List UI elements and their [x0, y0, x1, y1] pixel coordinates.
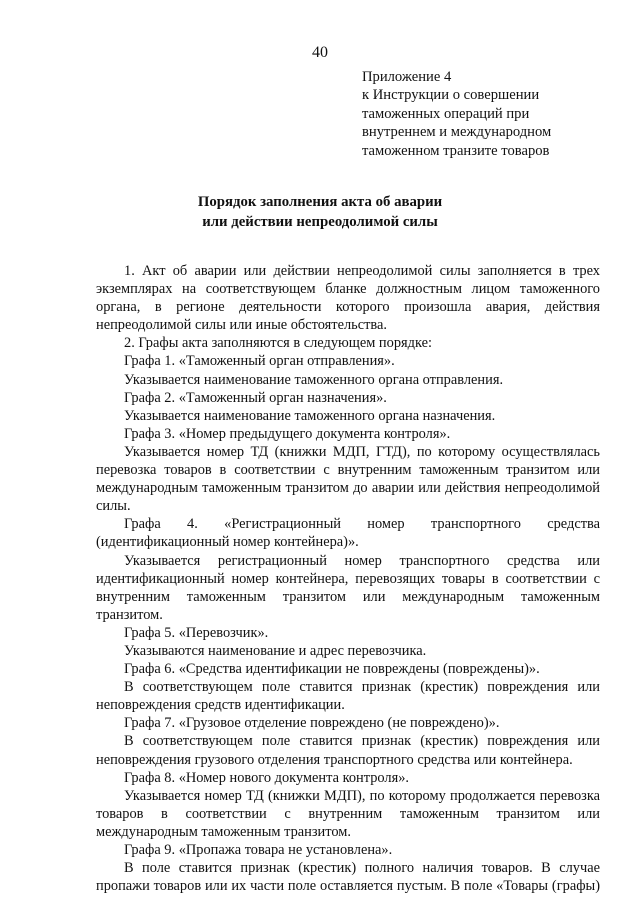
document-title	[0, 192, 640, 232]
body-paragraph: Указывается наименование таможенного органа отправления.	[124, 371, 504, 388]
appendix-line: таможенных операций при	[362, 105, 530, 122]
page-number: 40	[312, 44, 328, 61]
body-paragraph: Указываются наименование и адрес перевозчика.	[124, 642, 427, 659]
body-paragraph: В соответствующем поле ставится признак (крестик) повреждения или неповреждения средств идентификации.	[96, 679, 600, 714]
body-paragraph: Указывается регистрационный номер транспортного средства или идентификационный номер контейнера, перевозящих товары в соответствии с внутренним таможенным транзитом или международным таможенным транзитом.	[96, 552, 600, 623]
body-paragraph: Графа 4. «Регистрационный номер транспортного средства (идентификационный номер контейнера)».	[96, 516, 600, 551]
body-paragraph: В соответствующем поле ставится признак (крестик) повреждения или неповреждения грузового отделения транспортного средства или контейнера.	[96, 733, 600, 768]
body-paragraph: Графа 9. «Пропажа товара не установлена».	[124, 842, 393, 858]
body-paragraph: В поле ставится признак (крестик) полного наличия товаров. В случае пропажи товаров или их части поле оставляется пустым. В поле «Товары (графы)	[96, 860, 600, 895]
body-paragraph: 2. Графы акта заполняются в следующем порядке:	[124, 335, 432, 352]
body-paragraph: Графа 2. «Таможенный орган назначения».	[124, 389, 387, 406]
appendix-reference	[362, 68, 602, 160]
body-paragraph: Указывается наименование таможенного органа назначения.	[124, 407, 496, 424]
body-paragraph: Графа 7. «Грузовое отделение повреждено (не повреждено)».	[124, 715, 500, 732]
appendix-line: внутреннем и международном	[362, 124, 552, 141]
body-paragraph: Указывается номер ТД (книжки МДП), по которому продолжается перевозка товаров в соответствии с внутренним таможенным транзитом или международным таможенным транзитом.	[96, 787, 600, 840]
body-paragraph: 1. Акт об аварии или действии непреодолимой силы заполняется в трех экземплярах на соответствующем бланке должностным лицом таможенного органа, в регионе деятельности которого произошла авария, действия непреодолимой силы или иные обстоятельства.	[96, 263, 600, 334]
body-paragraph: Графа 5. «Перевозчик».	[124, 624, 269, 641]
body-paragraph: Графа 1. «Таможенный орган отправления».	[124, 353, 395, 370]
title-line: или действии непреодолимой силы	[202, 214, 438, 230]
body-paragraph: Графа 6. «Средства идентификации не повреждены (повреждены)».	[124, 661, 540, 678]
title-line: Порядок заполнения акта об аварии	[197, 194, 443, 210]
body-paragraph: Графа 3. «Номер предыдущего документа контроля».	[124, 425, 451, 442]
body-paragraph: Указывается номер ТД (книжки МДП, ГТД), по которому осуществлялась перевозка товаров в соответствии с внутренним таможенным транзитом или международным таможенным транзитом до аварии или действия непреодолимой силы.	[96, 443, 600, 515]
appendix-line: к Инструкции о совершении	[362, 87, 540, 104]
appendix-line: Приложение 4	[362, 69, 452, 85]
appendix-line: таможенном транзите товаров	[362, 142, 550, 159]
document-body	[96, 262, 600, 895]
body-paragraph: Графа 8. «Номер нового документа контроля».	[124, 769, 409, 786]
